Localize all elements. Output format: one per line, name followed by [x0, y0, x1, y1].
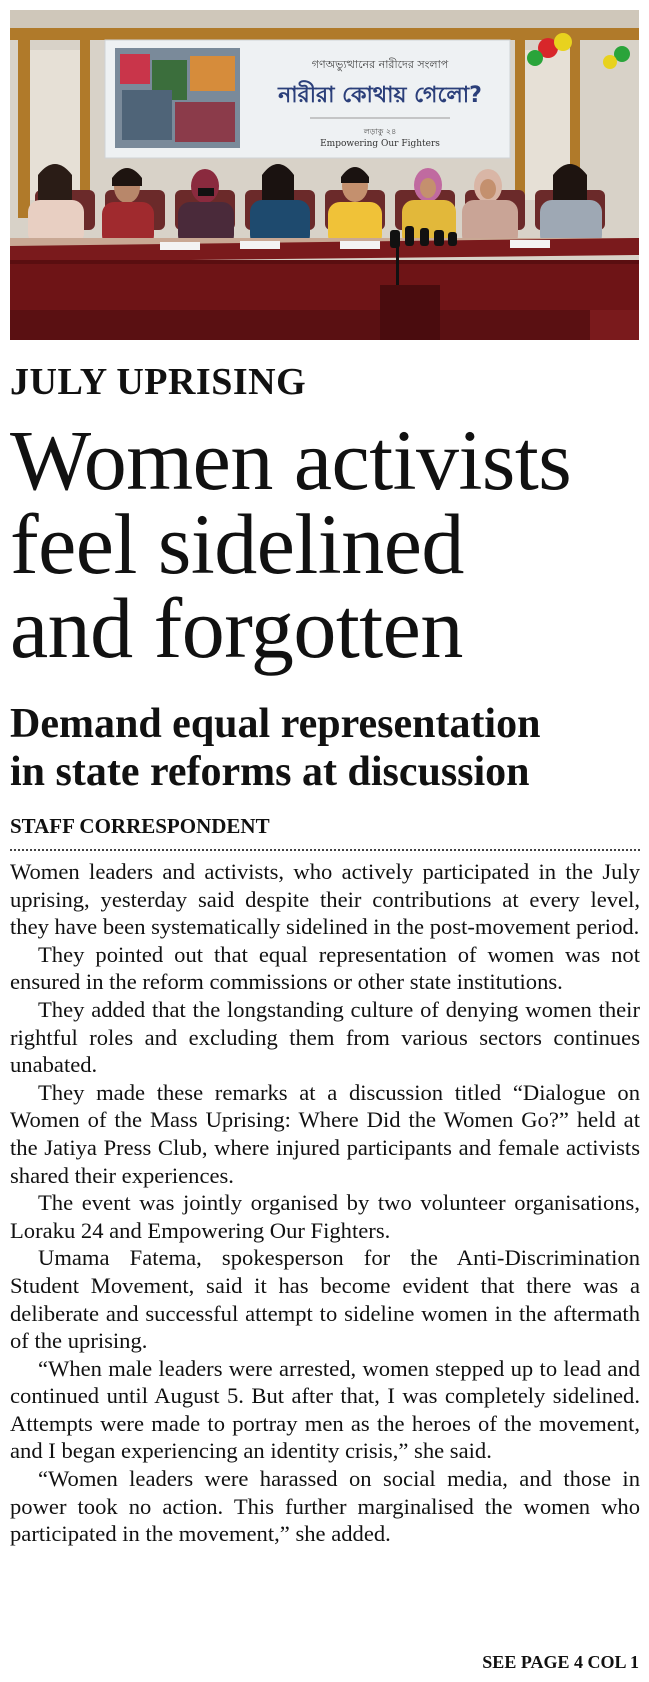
banner-top-line: গণঅভ্যুত্থানের নারীদের সংলাপ: [311, 58, 449, 71]
continued-jump-link[interactable]: SEE PAGE 4 COL 1: [482, 1652, 639, 1672]
headline-line-1: Women activists: [10, 412, 572, 508]
paragraph: The event was jointly organised by two volunteer organisations, Loraku 24 and Empowering Our Fighters.: [10, 1190, 640, 1243]
event-banner: [105, 40, 510, 158]
subheadline: [10, 700, 645, 796]
paragraph: Umama Fatema, spokesperson for the Anti-Discrimination Student Movement, said it has become evident that there was a deliberate and successful attempt to sideline women in the aftermath of the uprising.: [10, 1245, 640, 1354]
article-body: [10, 858, 640, 1548]
banner-sponsor-top: লড়াকু ২৪: [363, 127, 397, 136]
paragraph: “When male leaders were arrested, women stepped up to lead and continued until August 5. But after that, I was completely sidelined. Attempts were made to portray men as the heroes of the movement, and I began experiencing an identity crisis,” she said.: [10, 1355, 640, 1464]
subhead-line-1: Demand equal representation: [10, 701, 541, 747]
kicker: JULY UPRISING: [10, 361, 307, 403]
headline-line-2: feel sidelined: [10, 496, 464, 592]
subhead-line-2: in state reforms at discussion: [10, 749, 530, 795]
paragraph: They added that the longstanding culture of denying women their rightful roles and excluding them from various sectors continues unabated.: [10, 996, 640, 1078]
paragraph: “Women leaders were harassed on social media, and those in power took no action. This further marginalised the women who participated in the movement,” she added.: [10, 1466, 640, 1547]
byline: STAFF CORRESPONDENT: [10, 814, 270, 838]
paragraph: They pointed out that equal representation of women was not ensured in the reform commissions or other state institutions.: [10, 941, 640, 995]
banner-sponsor: Empowering Our Fighters: [320, 139, 440, 149]
paragraph: They made these remarks at a discussion titled “Dialogue on Women of the Mass Uprising: Where Did the Women Go?” held at the Jatiya Press Club, where injured participants and female activists shared their experiences.: [10, 1079, 640, 1188]
headline-line-3: and forgotten: [10, 580, 463, 676]
lead-photo: [10, 10, 639, 340]
paragraph: Women leaders and activists, who actively participated in the July uprising, yesterday said despite their contributions at every level, they have been systematically sidelined in the post-movement period.: [10, 859, 640, 940]
banner-title: নারীরা কোথায় গেলো?: [278, 83, 482, 108]
dotted-divider: [10, 849, 640, 851]
headline: [10, 412, 639, 676]
